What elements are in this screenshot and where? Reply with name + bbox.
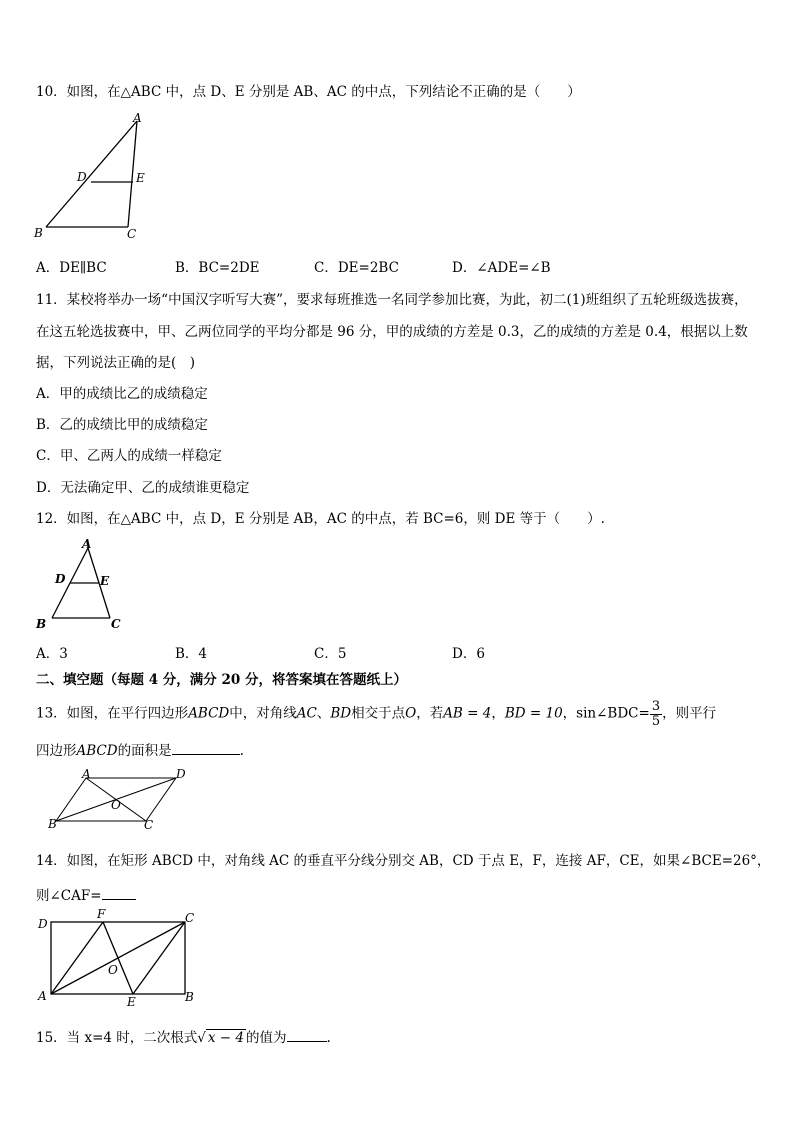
q15-radicand: x − 4: [207, 1030, 244, 1046]
q11-option-b: B．乙的成绩比甲的成绩稳定: [36, 417, 208, 433]
q12-stem: 12．如图，在△ABC 中，点 D，E 分别是 AB，AC 的中点，若 BC=6，则 DE 等于（ ）.: [36, 511, 605, 527]
q14-label-a: A: [38, 989, 47, 1003]
q13-label-b: B: [48, 817, 57, 831]
q13-label-c: C: [144, 818, 154, 832]
q10-label-b: B: [34, 226, 43, 240]
q14-label-e: E: [127, 995, 136, 1009]
q12-label-e: E: [100, 574, 110, 588]
q15-answer-blank[interactable]: [287, 1027, 327, 1042]
q11-line3: 据，下列说法正确的是( ): [36, 355, 196, 371]
q10-option-b: B．BC=2DE: [175, 260, 260, 276]
q14-label-c: C: [185, 911, 195, 925]
q13-label-a: A: [82, 768, 91, 781]
q10-option-c: C．DE=2BC: [314, 260, 399, 276]
q13-label-o: O: [111, 798, 121, 812]
q10-figure: [30, 110, 160, 242]
q14-figure: [36, 904, 200, 1010]
q14-segment-af: [51, 922, 103, 994]
q10-stem: 10．如图，在△ABC 中，点 D、E 分别是 AB、AC 的中点，下列结论不正确的是（ ）: [36, 84, 581, 100]
q10-side-ab: [46, 121, 137, 227]
q10-option-a: A．DE∥BC: [36, 260, 107, 276]
q10-option-d: D．∠ADE=∠B: [452, 260, 551, 276]
q10-label-e: E: [136, 171, 145, 185]
q14-label-d: D: [38, 917, 48, 931]
q12-label-a: A: [82, 537, 92, 551]
q12-figure: [30, 536, 130, 634]
q14-line1: 14．如图，在矩形 ABCD 中，对角线 AC 的垂直平分线分别交 AB，CD 于点 E，F，连接 AF，CE，如果∠BCE=26°，: [36, 853, 771, 869]
q12-label-d: D: [55, 572, 66, 586]
q14-label-b: B: [185, 990, 194, 1004]
q14-segment-ef: [103, 922, 133, 994]
q14-answer-blank[interactable]: [102, 885, 136, 900]
q14-segment-ce: [133, 922, 185, 994]
q12-option-b: B．4: [175, 646, 208, 662]
q11-option-a: A．甲的成绩比乙的成绩稳定: [36, 386, 208, 402]
q11-line2: 在这五轮选拔赛中，甲、乙两位同学的平均分都是 96 分，甲的成绩的方差是 0.3，乙的成绩的方差是 0.4，根据以上数: [36, 324, 748, 340]
q13-abcd: ABCD: [188, 705, 230, 722]
q14-line2: 则∠CAF=: [36, 885, 136, 904]
section-heading: 二、填空题（每题 4 分，满分 20 分，将答案填在答题纸上）: [36, 672, 407, 688]
q13-label-d: D: [176, 768, 186, 781]
q10-label-c: C: [127, 227, 137, 241]
q13-line2: 四边形ABCD的面积是 .: [36, 740, 244, 759]
q13-line1: 13．如图，在平行四边形ABCD中，对角线AC、BD相交于点O，若AB = 4，BD = 10，sin∠BDC= $\frac{3}{5}$ ，则平行: [36, 699, 717, 729]
q13-fraction: $\frac{3}{5}$: [651, 699, 661, 729]
q13-answer-blank[interactable]: [172, 740, 240, 755]
q11-option-d: D．无法确定甲、乙的成绩谁更稳定: [36, 480, 250, 496]
q12-option-d: D．6: [452, 646, 485, 662]
q13-figure: [44, 768, 194, 832]
q10-label-d: D: [77, 170, 87, 184]
q15-line: 15．当 x=4 时，二次根式√ x − 4 的值为 .: [36, 1027, 331, 1046]
q11-line1: 11．某校将举办一场“中国汉字听写大赛”，要求每班推选一名同学参加比赛，为此，初二(1)班组织了五轮班级选拔赛，: [36, 292, 748, 308]
q14-label-f: F: [97, 907, 106, 921]
q12-option-c: C．5: [314, 646, 347, 662]
q11-option-c: C．甲、乙两人的成绩一样稳定: [36, 448, 222, 464]
q12-label-b: B: [36, 617, 47, 631]
q12-label-c: C: [111, 617, 121, 631]
q10-label-a: A: [133, 111, 142, 125]
q14-label-o: O: [108, 963, 118, 977]
q12-option-a: A．3: [36, 646, 68, 662]
